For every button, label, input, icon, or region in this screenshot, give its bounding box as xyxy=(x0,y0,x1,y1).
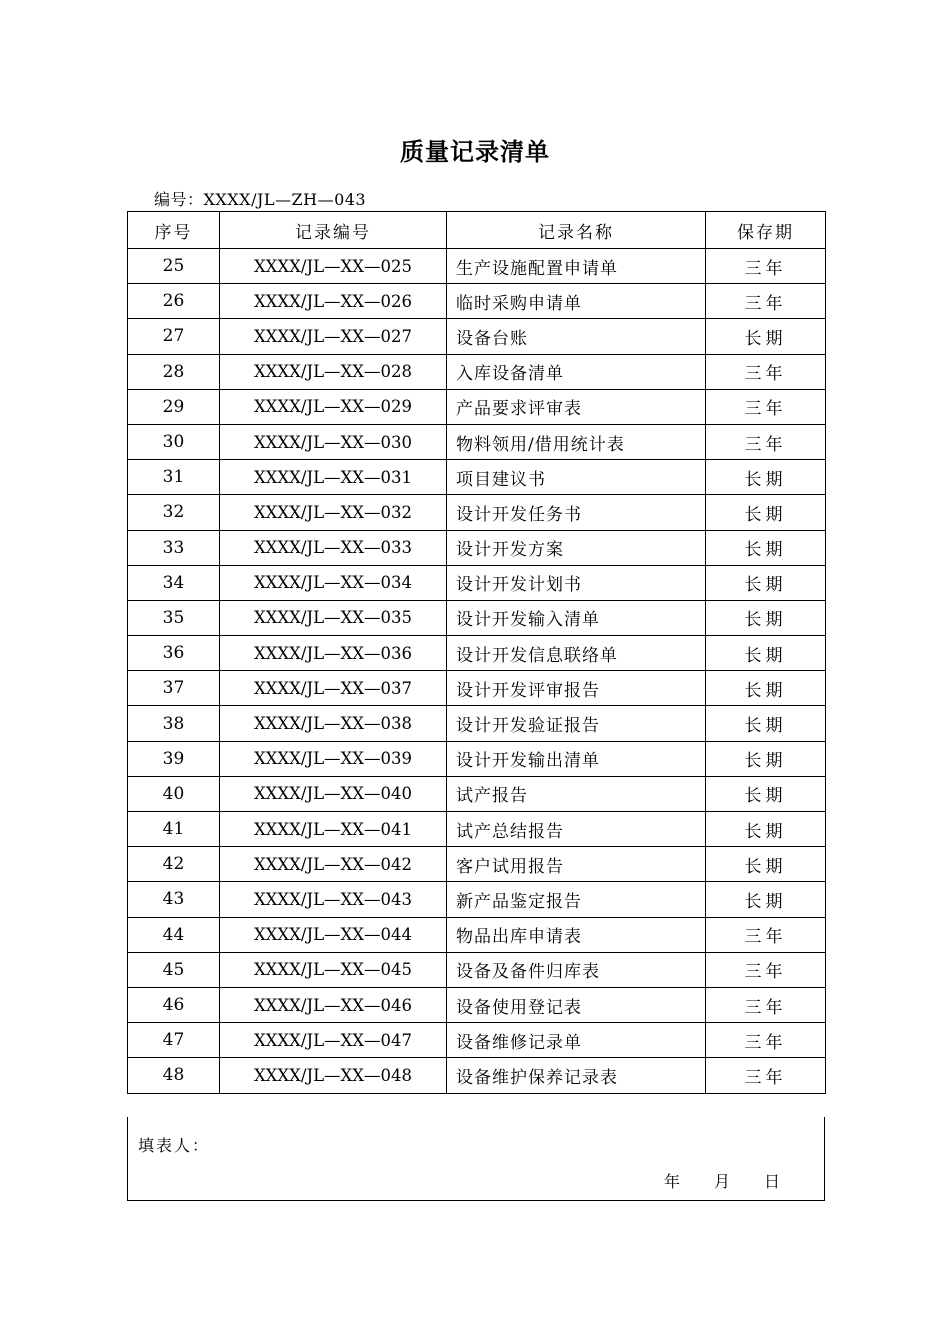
row-name: 设备及备件归库表 xyxy=(447,952,706,987)
row-seq: 28 xyxy=(128,354,220,389)
table-row xyxy=(128,1058,826,1093)
table-body xyxy=(128,249,826,1094)
row-code: XXXX/JL—XX—026 xyxy=(220,284,447,319)
row-seq: 35 xyxy=(128,600,220,635)
table-row xyxy=(128,495,826,530)
row-keep: 三年 xyxy=(706,1058,826,1093)
table-row xyxy=(128,1023,826,1058)
document-number: 编号：XXXX/JL—ZH—043 xyxy=(154,190,367,209)
row-code: XXXX/JL—XX—027 xyxy=(220,319,447,354)
row-seq: 43 xyxy=(128,882,220,917)
table-row xyxy=(128,530,826,565)
month-label: 月 xyxy=(714,1172,731,1191)
footer-box xyxy=(127,1117,825,1201)
table-row xyxy=(128,776,826,811)
row-name: 产品要求评审表 xyxy=(447,389,706,424)
table-row xyxy=(128,812,826,847)
row-keep: 长期 xyxy=(706,319,826,354)
row-name: 设计开发验证报告 xyxy=(447,706,706,741)
row-seq: 42 xyxy=(128,847,220,882)
row-keep: 三年 xyxy=(706,987,826,1022)
row-seq: 27 xyxy=(128,319,220,354)
row-code: XXXX/JL—XX—030 xyxy=(220,424,447,459)
row-keep: 长期 xyxy=(706,565,826,600)
row-code: XXXX/JL—XX—029 xyxy=(220,389,447,424)
row-code: XXXX/JL—XX—048 xyxy=(220,1058,447,1093)
header-code: 记录编号 xyxy=(220,212,447,249)
row-name: 临时采购申请单 xyxy=(447,284,706,319)
row-seq: 45 xyxy=(128,952,220,987)
year-label: 年 xyxy=(664,1172,681,1191)
row-code: XXXX/JL—XX—032 xyxy=(220,495,447,530)
row-name: 设计开发输入清单 xyxy=(447,600,706,635)
row-keep: 三年 xyxy=(706,389,826,424)
row-keep: 长期 xyxy=(706,776,826,811)
row-name: 设备使用登记表 xyxy=(447,987,706,1022)
row-seq: 47 xyxy=(128,1023,220,1058)
row-name: 设计开发评审报告 xyxy=(447,671,706,706)
row-seq: 41 xyxy=(128,812,220,847)
row-seq: 39 xyxy=(128,741,220,776)
table-row xyxy=(128,847,826,882)
row-seq: 46 xyxy=(128,987,220,1022)
row-keep: 三年 xyxy=(706,917,826,952)
row-name: 生产设施配置申请单 xyxy=(447,249,706,284)
row-code: XXXX/JL—XX—042 xyxy=(220,847,447,882)
row-code: XXXX/JL—XX—043 xyxy=(220,882,447,917)
row-keep: 长期 xyxy=(706,882,826,917)
page-title: 质量记录清单 xyxy=(400,137,550,166)
date-row xyxy=(664,1169,780,1192)
row-keep: 长期 xyxy=(706,847,826,882)
row-code: XXXX/JL—XX—038 xyxy=(220,706,447,741)
row-code: XXXX/JL—XX—028 xyxy=(220,354,447,389)
row-code: XXXX/JL—XX—033 xyxy=(220,530,447,565)
table-row xyxy=(128,284,826,319)
row-seq: 34 xyxy=(128,565,220,600)
row-keep: 三年 xyxy=(706,354,826,389)
row-keep: 三年 xyxy=(706,952,826,987)
row-seq: 38 xyxy=(128,706,220,741)
row-keep: 长期 xyxy=(706,812,826,847)
row-keep: 长期 xyxy=(706,706,826,741)
table-row xyxy=(128,987,826,1022)
table-row xyxy=(128,424,826,459)
row-keep: 长期 xyxy=(706,530,826,565)
table-row xyxy=(128,354,826,389)
records-table xyxy=(127,211,826,1094)
row-keep: 三年 xyxy=(706,284,826,319)
row-code: XXXX/JL—XX—040 xyxy=(220,776,447,811)
table-row xyxy=(128,249,826,284)
table-row xyxy=(128,706,826,741)
row-keep: 长期 xyxy=(706,636,826,671)
row-seq: 40 xyxy=(128,776,220,811)
row-seq: 31 xyxy=(128,460,220,495)
row-code: XXXX/JL—XX—025 xyxy=(220,249,447,284)
row-name: 设计开发任务书 xyxy=(447,495,706,530)
row-seq: 44 xyxy=(128,917,220,952)
table-row xyxy=(128,460,826,495)
row-keep: 三年 xyxy=(706,1023,826,1058)
row-seq: 36 xyxy=(128,636,220,671)
row-code: XXXX/JL—XX—045 xyxy=(220,952,447,987)
row-keep: 长期 xyxy=(706,741,826,776)
table-row xyxy=(128,319,826,354)
row-seq: 26 xyxy=(128,284,220,319)
table-header-row xyxy=(128,212,826,249)
header-name: 记录名称 xyxy=(447,212,706,249)
row-name: 新产品鉴定报告 xyxy=(447,882,706,917)
row-keep: 长期 xyxy=(706,460,826,495)
row-name: 设备维护保养记录表 xyxy=(447,1058,706,1093)
filler-label: 填表人： xyxy=(138,1136,211,1155)
row-keep: 三年 xyxy=(706,249,826,284)
row-code: XXXX/JL—XX—037 xyxy=(220,671,447,706)
row-code: XXXX/JL—XX—041 xyxy=(220,812,447,847)
row-code: XXXX/JL—XX—035 xyxy=(220,600,447,635)
row-seq: 29 xyxy=(128,389,220,424)
row-keep: 长期 xyxy=(706,600,826,635)
table-row xyxy=(128,671,826,706)
table-row xyxy=(128,917,826,952)
table-row xyxy=(128,636,826,671)
row-name: 设计开发输出清单 xyxy=(447,741,706,776)
row-code: XXXX/JL—XX—047 xyxy=(220,1023,447,1058)
table-row xyxy=(128,389,826,424)
row-name: 设计开发计划书 xyxy=(447,565,706,600)
row-seq: 25 xyxy=(128,249,220,284)
row-code: XXXX/JL—XX—039 xyxy=(220,741,447,776)
row-name: 项目建议书 xyxy=(447,460,706,495)
row-seq: 30 xyxy=(128,424,220,459)
row-code: XXXX/JL—XX—031 xyxy=(220,460,447,495)
day-label: 日 xyxy=(764,1172,781,1191)
table-row xyxy=(128,741,826,776)
row-seq: 32 xyxy=(128,495,220,530)
row-code: XXXX/JL—XX—046 xyxy=(220,987,447,1022)
row-name: 设计开发方案 xyxy=(447,530,706,565)
row-keep: 长期 xyxy=(706,671,826,706)
row-code: XXXX/JL—XX—036 xyxy=(220,636,447,671)
row-name: 试产报告 xyxy=(447,776,706,811)
row-name: 物料领用/借用统计表 xyxy=(447,424,706,459)
row-seq: 33 xyxy=(128,530,220,565)
row-name: 设备维修记录单 xyxy=(447,1023,706,1058)
header-keep: 保存期 xyxy=(706,212,826,249)
row-name: 客户试用报告 xyxy=(447,847,706,882)
row-seq: 48 xyxy=(128,1058,220,1093)
row-code: XXXX/JL—XX—044 xyxy=(220,917,447,952)
row-name: 物品出库申请表 xyxy=(447,917,706,952)
row-name: 试产总结报告 xyxy=(447,812,706,847)
row-name: 设计开发信息联络单 xyxy=(447,636,706,671)
row-name: 设备台账 xyxy=(447,319,706,354)
header-seq: 序号 xyxy=(128,212,220,249)
table-row xyxy=(128,600,826,635)
table-row xyxy=(128,882,826,917)
row-seq: 37 xyxy=(128,671,220,706)
table-row xyxy=(128,952,826,987)
table-row xyxy=(128,565,826,600)
row-code: XXXX/JL—XX—034 xyxy=(220,565,447,600)
row-name: 入库设备清单 xyxy=(447,354,706,389)
row-keep: 长期 xyxy=(706,495,826,530)
row-keep: 三年 xyxy=(706,424,826,459)
